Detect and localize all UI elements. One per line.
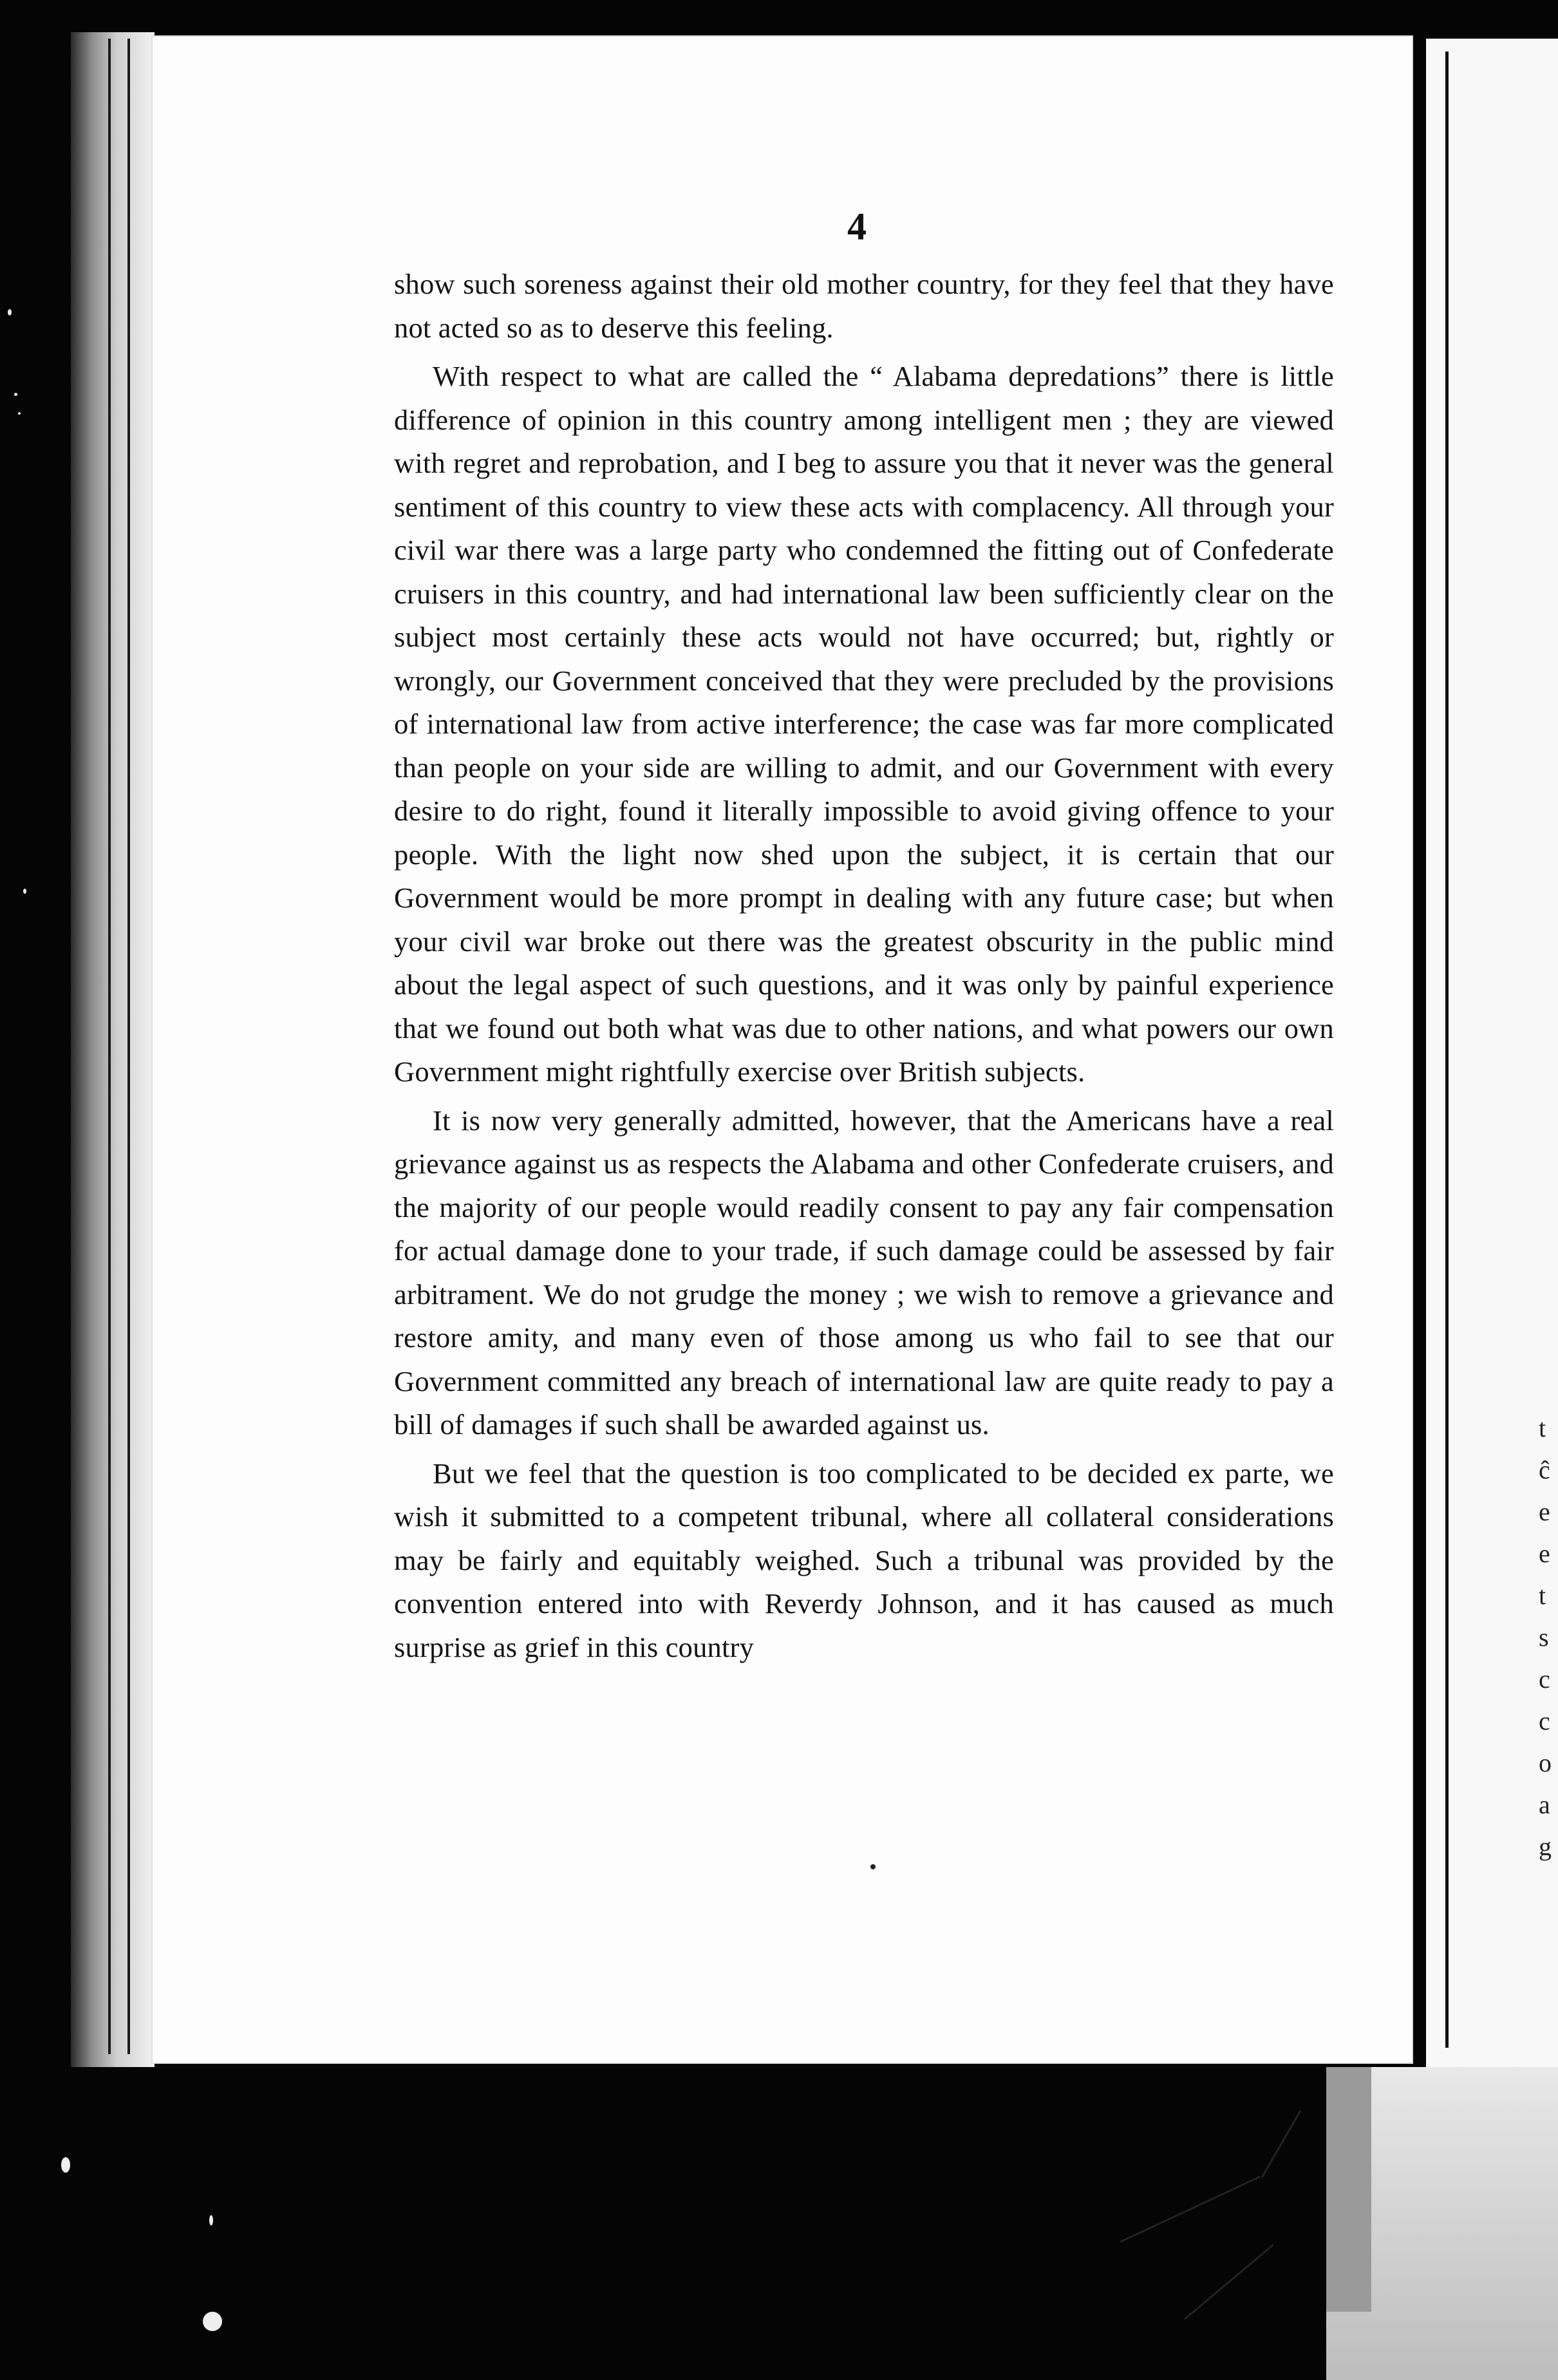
binding-line <box>108 39 111 2054</box>
paragraph: But we feel that the question is too complicated to be decided ex parte, we wish it submitted to a competent tribunal, where all collateral considerations may be fairly and equitably weighed. Such a tribunal was provided by the convention entered into with Reverdy Johnson, and it has caused as much surprise as grief in this country <box>394 1457 1334 1663</box>
underlying-sheet-strip <box>1326 2067 1371 2312</box>
binding-line <box>127 39 130 2054</box>
film-speck <box>61 2157 70 2173</box>
body-text <box>394 263 1334 1669</box>
film-speck <box>14 393 17 396</box>
paragraph: It is now very generally admitted, however, that the Americans have a real grievance against us as respects the Alabama and other Confederate cruisers, and the majority of our people would readily consent to pay any fair compensation for actual damage done to your trade, if such damage could be assessed by fair arbitrament. We do not grudge the money ; we wish to remove a grievance and restore amity, and many even of those among us who fail to see that our Government committed any breach of international law are quite ready to pay a bill of damages if such shall be awarded against us. <box>394 1104 1334 1440</box>
film-speck <box>18 412 21 415</box>
film-speck <box>23 889 26 894</box>
page-number: 4 <box>847 205 867 248</box>
book-binding-edge <box>71 32 155 2067</box>
paragraph: With respect to what are called the “ Alabama depredations” there is little difference of opinion in this country among intelligent men ; they are viewed with regret and reprobation, and I beg to assure you that it never was the general sentiment of this country to view these acts with complacency. All through your civil war there was a large party who condemned the fitting out of Confederate cruisers in this country, and had international law been sufficiently clear on the subject most certainly these acts would not have occurred; but, rightly or wrongly, our Government conceived that they were precluded by the provisions of international law from active interference; the case was far more complicated than people on your side are willing to admit, and our Government with every desire to do right, found it literally impossible to avoid giving offence to your people. With the light now shed upon the subject, it is certain that our Government would be more prompt in dealing with any future case; but when your civil war broke out there was the greatest obscurity in the public mind about the legal aspect of such questions, and it was only by painful experience that we found out both what was due to other nations, and what powers our own Government might rightfully exercise over British subjects. <box>394 360 1334 1088</box>
film-speck <box>209 2215 213 2225</box>
facing-page-rule <box>1445 52 1449 2048</box>
film-speck <box>203 2312 222 2331</box>
paragraph-continuation: show such soreness against their old mother country, for they feel that they have not acted so as to deserve this feeling. <box>394 268 1334 344</box>
film-speck <box>8 309 12 316</box>
facing-page-edge-text: t ĉ e e t s c c o a g <box>1539 1413 1552 1861</box>
page-mark <box>870 1864 876 1869</box>
